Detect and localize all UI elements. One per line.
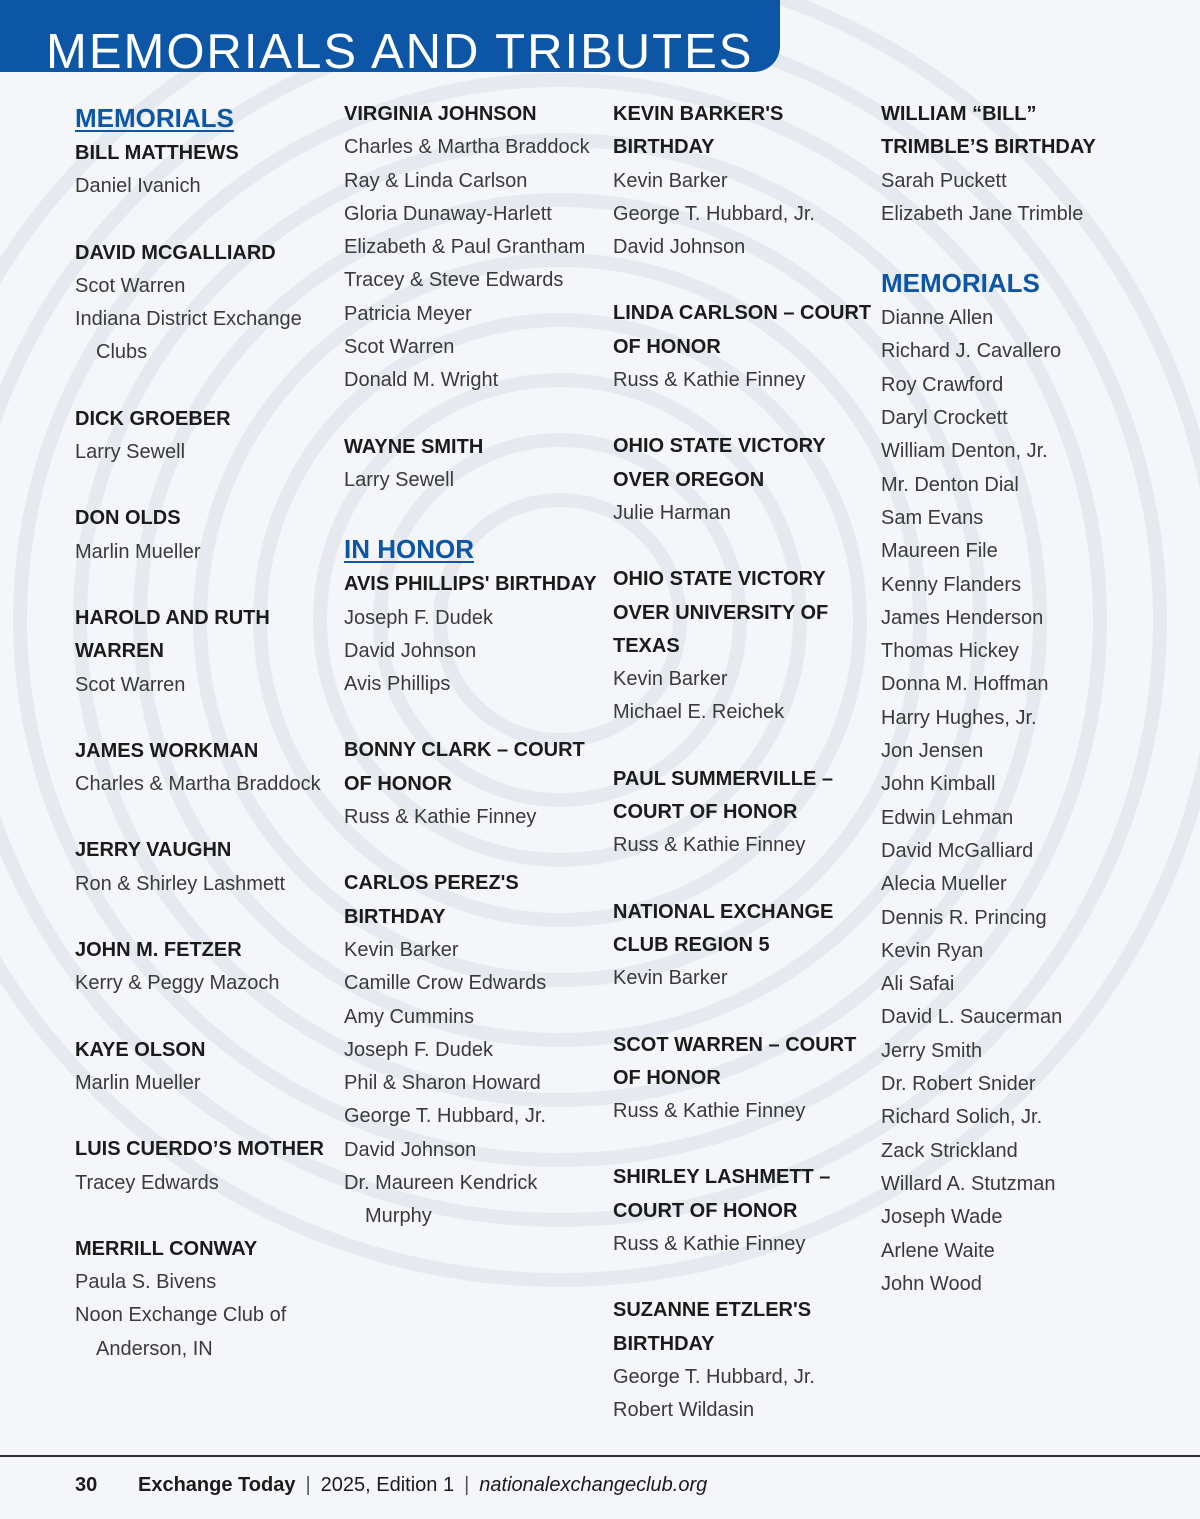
tribute-entry	[344, 734, 606, 834]
donor-name: Ron & Shirley Lashmett	[75, 872, 286, 895]
tribute-honoree: SCOT WARREN – COURT OF HONOR	[613, 1033, 857, 1089]
tribute-entry	[75, 934, 337, 1001]
donor-name: Sam Evans	[881, 506, 984, 529]
tribute-entry	[613, 297, 875, 397]
donor-name: Arlene Waite	[881, 1239, 995, 1262]
donor-list	[613, 962, 875, 995]
donor-name: Dr. Maureen Kendrick Murphy	[344, 1172, 538, 1228]
tribute-honoree: WILLIAM “BILL” TRIMBLE’S BIRTHDAY	[881, 103, 1096, 159]
donor-name: Scot Warren	[75, 673, 186, 696]
donor-name: Gloria Dunaway-Harlett	[344, 202, 552, 225]
donor-name: Donald M. Wright	[344, 369, 499, 392]
donor-name: Daryl Crockett	[881, 407, 1008, 430]
donor-list	[613, 663, 875, 730]
donor-name: John Wood	[881, 1272, 982, 1295]
donor-name: Richard J. Cavallero	[881, 340, 1062, 363]
tribute-honoree: LINDA CARLSON – COURT OF HONOR	[613, 302, 872, 358]
donor-name: Julie Harman	[613, 501, 731, 524]
donor-list	[613, 1228, 875, 1261]
page-number: 30	[75, 1474, 98, 1496]
tribute-entry	[613, 98, 875, 264]
tribute-honoree: HAROLD AND RUTH WARREN	[75, 606, 270, 663]
donor-list	[344, 131, 606, 397]
tribute-honoree: WAYNE SMITH	[344, 435, 484, 458]
tribute-honoree: MERRILL CONWAY	[75, 1237, 258, 1260]
donor-name: Donna M. Hoffman	[881, 673, 1049, 696]
donor-name: Charles & Martha Braddock	[75, 773, 321, 796]
donor-name: Indiana District Exchange Clubs	[75, 308, 302, 364]
tribute-honoree: PAUL SUMMERVILLE – COURT OF HONOR	[613, 767, 834, 824]
donor-list	[75, 436, 337, 469]
donor-name: Alecia Mueller	[881, 873, 1007, 896]
tribute-entry	[344, 98, 606, 398]
donor-name: Dr. Robert Snider	[881, 1073, 1036, 1096]
page-footer	[75, 1474, 707, 1497]
tribute-honoree: AVIS PHILLIPS' BIRTHDAY	[344, 573, 597, 596]
publication-name: Exchange Today	[138, 1474, 296, 1496]
tribute-entry	[75, 502, 337, 569]
tribute-entry	[344, 431, 606, 498]
tribute-entry	[613, 430, 875, 530]
tribute-entry	[344, 867, 606, 1233]
donor-list	[881, 302, 1143, 1301]
tribute-honoree: SUZANNE ETZLER'S BIRTHDAY	[613, 1299, 812, 1355]
donor-name: Charles & Martha Braddock	[344, 136, 590, 159]
tribute-entry	[75, 403, 337, 470]
donor-name: George T. Hubbard, Jr.	[344, 1105, 546, 1128]
donor-list	[613, 1361, 875, 1428]
donor-name: Russ & Kathie Finney	[613, 1100, 806, 1123]
donor-name: Kenny Flanders	[881, 573, 1022, 596]
donor-name: David McGalliard	[881, 839, 1034, 862]
donor-name: Ray & Linda Carlson	[344, 169, 528, 192]
donor-list	[344, 464, 606, 497]
donor-list	[613, 829, 875, 862]
donor-list	[75, 1067, 337, 1100]
column-1	[75, 98, 337, 1399]
tribute-honoree: NATIONAL EXCHANGE CLUB REGION 5	[613, 900, 834, 956]
tribute-entry	[75, 237, 337, 370]
tribute-entry	[613, 563, 875, 729]
donor-name: John Kimball	[881, 773, 996, 796]
donor-name: Kevin Barker	[613, 967, 728, 990]
tribute-honoree: BILL MATTHEWS	[75, 142, 239, 164]
donor-name: Elizabeth & Paul Grantham	[344, 236, 586, 259]
donor-name: Tracey Edwards	[75, 1171, 219, 1194]
tribute-honoree: LUIS CUERDO’S MOTHER	[75, 1138, 324, 1161]
donor-name: David L. Saucerman	[881, 1006, 1063, 1029]
donor-list	[75, 270, 337, 370]
donor-name: Russ & Kathie Finney	[613, 834, 806, 857]
donor-name: Kevin Barker	[613, 668, 728, 691]
donor-name: Scot Warren	[75, 274, 186, 297]
donor-name: William Denton, Jr.	[881, 440, 1048, 463]
donor-name: Daniel Ivanich	[75, 175, 201, 198]
column-3	[613, 98, 875, 1461]
tribute-entry	[75, 1133, 337, 1200]
donor-list	[75, 1266, 337, 1366]
donor-name: Thomas Hickey	[881, 640, 1019, 663]
donor-name: Edwin Lehman	[881, 806, 1014, 829]
column-4	[881, 98, 1143, 1334]
donor-name: Ali Safai	[881, 973, 955, 996]
donor-name: Sarah Puckett	[881, 169, 1007, 192]
page-title: MEMORIALS AND TRIBUTES	[46, 25, 754, 79]
tribute-honoree: DON OLDS	[75, 507, 181, 530]
donor-name: Larry Sewell	[75, 441, 186, 464]
donor-name: George T. Hubbard, Jr.	[613, 202, 815, 225]
donor-name: David Johnson	[613, 236, 746, 259]
tribute-honoree: JAMES WORKMAN	[75, 739, 259, 762]
donor-name: Russ & Kathie Finney	[613, 369, 806, 392]
tribute-entry	[75, 735, 337, 802]
donor-name: Zack Strickland	[881, 1139, 1018, 1162]
donor-name: Tracey & Steve Edwards	[344, 269, 564, 292]
tribute-honoree: JOHN M. FETZER	[75, 939, 242, 962]
tribute-entry	[613, 763, 875, 863]
donor-name: Amy Cummins	[344, 1005, 475, 1028]
donor-name: Larry Sewell	[344, 468, 455, 491]
donor-name: Marlin Mueller	[75, 540, 201, 563]
tribute-honoree: KEVIN BARKER'S BIRTHDAY	[613, 103, 784, 159]
edition-label: 2025, Edition 1	[320, 1474, 455, 1496]
donor-list	[75, 669, 337, 702]
donor-list	[613, 165, 875, 265]
section-heading: IN HONOR	[344, 534, 474, 565]
tribute-honoree: OHIO STATE VICTORY OVER UNIVERSITY OF TEXAS	[613, 568, 829, 657]
donor-name: Noon Exchange Club of Anderson, IN	[75, 1304, 287, 1360]
donor-list	[613, 364, 875, 397]
website-url: nationalexchangeclub.org	[479, 1474, 708, 1496]
donor-name: Kerry & Peggy Mazoch	[75, 972, 280, 995]
tribute-entry	[75, 137, 337, 204]
donor-name: Harry Hughes, Jr.	[881, 706, 1037, 729]
donor-list	[344, 801, 606, 834]
donor-name: Elizabeth Jane Trimble	[881, 202, 1084, 225]
donor-name: Dianne Allen	[881, 307, 994, 330]
donor-name: Russ & Kathie Finney	[344, 806, 537, 829]
donor-name: Roy Crawford	[881, 373, 1004, 396]
tribute-entry	[881, 98, 1143, 231]
donor-name: Camille Crow Edwards	[344, 972, 547, 995]
footer-divider	[0, 1455, 1200, 1457]
donor-name: Jerry Smith	[881, 1039, 983, 1062]
tribute-entry	[613, 1029, 875, 1129]
donor-name: James Henderson	[881, 606, 1044, 629]
tribute-honoree: JERRY VAUGHN	[75, 839, 232, 862]
donor-list	[881, 165, 1143, 232]
donor-name: Avis Phillips	[344, 673, 451, 696]
section-heading: MEMORIALS	[881, 268, 1040, 299]
tribute-entry	[75, 602, 337, 702]
donor-name: Russ & Kathie Finney	[613, 1233, 806, 1256]
donor-name: Phil & Sharon Howard	[344, 1072, 541, 1095]
tribute-entry	[75, 1233, 337, 1366]
donor-name: David Johnson	[344, 1138, 477, 1161]
donor-list	[75, 967, 337, 1000]
tribute-honoree: OHIO STATE VICTORY OVER OREGON	[613, 435, 826, 491]
donor-name: Mr. Denton Dial	[881, 473, 1019, 496]
tribute-entry	[613, 1294, 875, 1427]
donor-name: Robert Wildasin	[613, 1399, 755, 1422]
footer-separator: |	[464, 1474, 470, 1496]
donor-list	[613, 497, 875, 530]
donor-name: Michael E. Reichek	[613, 701, 785, 724]
donor-name: George T. Hubbard, Jr.	[613, 1365, 815, 1388]
tribute-entry	[344, 568, 606, 701]
donor-list	[75, 170, 337, 203]
donor-name: Kevin Barker	[344, 938, 459, 961]
donor-name: Maureen File	[881, 540, 998, 563]
donor-list	[344, 602, 606, 702]
tribute-honoree: KAYE OLSON	[75, 1038, 206, 1061]
donor-name: Richard Solich, Jr.	[881, 1106, 1043, 1129]
tribute-honoree: BONNY CLARK – COURT OF HONOR	[344, 739, 585, 795]
donor-list	[75, 868, 337, 901]
tribute-honoree: CARLOS PEREZ'S BIRTHDAY	[344, 872, 519, 928]
tribute-entry	[613, 896, 875, 996]
tribute-honoree: DAVID MCGALLIARD	[75, 241, 276, 264]
donor-name: Scot Warren	[344, 336, 455, 359]
section-heading: MEMORIALS	[75, 103, 234, 133]
donor-name: Paula S. Bivens	[75, 1271, 217, 1294]
tribute-entry	[881, 302, 1143, 1301]
tribute-entry	[75, 1034, 337, 1101]
donor-name: Patricia Meyer	[344, 302, 472, 325]
donor-name: Joseph Wade	[881, 1206, 1003, 1229]
donor-list	[75, 768, 337, 801]
donor-name: Marlin Mueller	[75, 1071, 201, 1094]
donor-name: Joseph F. Dudek	[344, 1038, 493, 1061]
tribute-entry	[613, 1161, 875, 1261]
donor-name: David Johnson	[344, 639, 477, 662]
donor-name: Dennis R. Princing	[881, 906, 1047, 929]
donor-name: Joseph F. Dudek	[344, 606, 493, 629]
donor-list	[75, 536, 337, 569]
tribute-honoree: VIRGINIA JOHNSON	[344, 103, 537, 125]
tribute-honoree: SHIRLEY LASHMETT – COURT OF HONOR	[613, 1166, 831, 1222]
donor-list	[75, 1167, 337, 1200]
tribute-honoree: DICK GROEBER	[75, 407, 231, 430]
donor-name: Jon Jensen	[881, 740, 984, 763]
donor-list	[613, 1095, 875, 1128]
donor-name: Willard A. Stutzman	[881, 1172, 1056, 1195]
donor-list	[344, 934, 606, 1234]
footer-separator: |	[305, 1474, 311, 1496]
donor-name: Kevin Ryan	[881, 939, 984, 962]
tribute-entry	[75, 834, 337, 901]
column-2	[344, 98, 606, 1267]
donor-name: Kevin Barker	[613, 169, 728, 192]
